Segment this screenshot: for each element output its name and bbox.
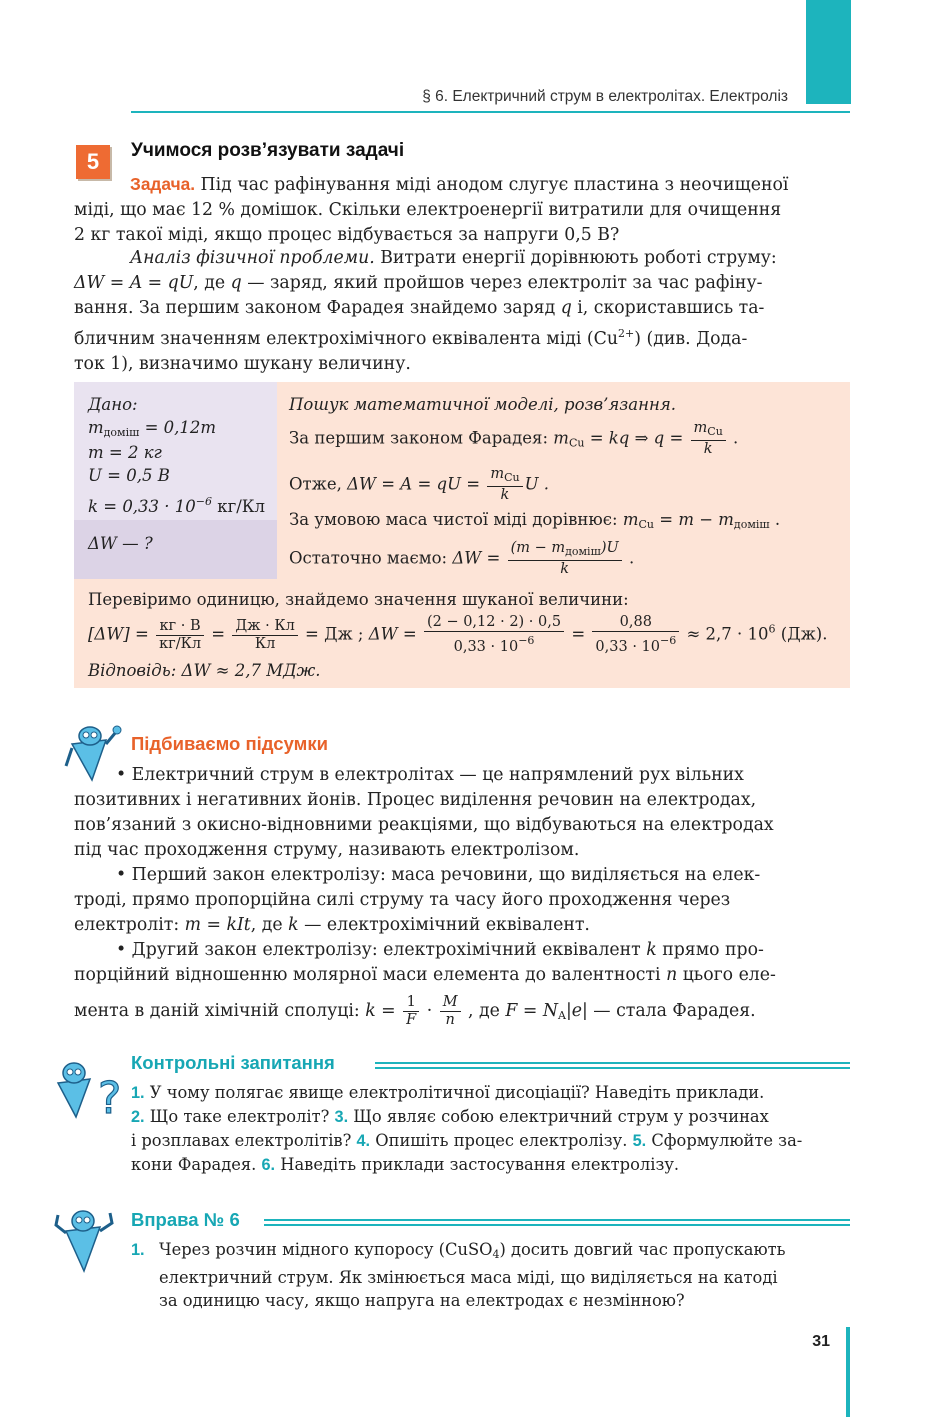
given-equivalent: $k = 0,33 \cdot 10^{-6}$ кг/Кл bbox=[88, 495, 266, 516]
mascot-question-icon bbox=[50, 1057, 128, 1121]
problem-text: Задача. Під час рафінування міді анодом слугує пластина з неочищеної міді, що має 12 % домішок. Скільки електроенергії витратили для очищення 2 кг такої міді, якщо процес відбувається за напруги 0,5 В? bbox=[74, 174, 789, 245]
summary-text: • Електричний струм в електролітах — це напрямлений рух вільних позитивних і негативних йонів. Процес виділення речовин на електродах, пов’язаний з окисно-відновними реакціями, що відбуваються на електродах під час проходження струму, називають електролізом. • Перший закон електролізу: маса речовини, що виділяється на елек- троді, прямо пропорційна силі струму та часу його проходження через електроліт: m = kIt, де k — електрохімічний еквівалент. • Другий закон електролізу: електрохімічний еквівалент k прямо про- порційний відношенню молярної маси елемента до валентності n цього еле- мента в даній хімічній сполуці: k = $\frac{1}{F}$ · $\frac{M}{n}$ , де $F = N_A|e|$ — стала Фарадея. bbox=[74, 765, 776, 1028]
formula-faraday: За першим законом Фарадея: $m_{Cu}$ = kq ⇒ q = $\frac{m_{Cu}}{k}$ . bbox=[289, 420, 739, 457]
exercise-title: Вправа № 6 bbox=[131, 1209, 240, 1230]
questions-title-rule bbox=[375, 1062, 850, 1069]
running-header: § 6. Електричний струм в електролітах. Електроліз bbox=[422, 88, 788, 105]
mascot-strong-icon bbox=[52, 1205, 120, 1275]
page-number: 31 bbox=[812, 1333, 830, 1350]
given-impurity: $m_{доміш} = 0,12m$ bbox=[88, 418, 217, 439]
analysis-label: Аналіз фізичної проблеми. bbox=[130, 248, 375, 268]
section-number-badge: 5 bbox=[76, 145, 110, 179]
questions-list: 1. У чому полягає явище електролітичної дисоціації? Наведіть приклади. 2. Що таке електроліт? 3. Що являє собою електричний струм у розчинах і розплавах електролітів? 4. Опишіть процес електролізу. 5. Сформулюйте за- кони Фарадея. 6. Наведіть приклади застосування електролізу. bbox=[131, 1083, 803, 1174]
questions-title: Контрольні запитання bbox=[131, 1052, 335, 1073]
formula-final: Остаточно маємо: ΔW = $\frac{(m - m_{доміш})U}{k}$ . bbox=[289, 540, 635, 577]
header-accent-bar bbox=[806, 0, 851, 104]
given-mass: m = 2 кг bbox=[88, 443, 162, 462]
answer: Відповідь: ΔW ≈ 2,7 МДж. bbox=[88, 661, 321, 680]
svg-text:?: ? bbox=[98, 1073, 122, 1121]
summary-title: Підбиваємо підсумки bbox=[131, 733, 328, 754]
page-number-bar bbox=[846, 1327, 850, 1417]
header-rule bbox=[131, 111, 850, 113]
given-label: Дано: bbox=[88, 395, 138, 414]
solution-title: Пошук математичної моделі, розв’язання. bbox=[289, 395, 677, 414]
problem-label: Задача. bbox=[130, 174, 196, 194]
check-intro: Перевіримо одиницю, знайдемо значення шуканої величини: bbox=[88, 590, 629, 609]
analysis-text: Аналіз фізичної проблеми. Витрати енергії дорівнюють роботі струму: ΔW = A = qU, де q — заряд, який пройшов через електроліт за час рафіну- вання. За першим законом Фарадея знайдемо заряд q і, скориставшись та- бличним значенням електрохімічного еквівалента міді $(Cu^{2+})$ (див. Дода- ток 1), визначимо шукану величину. bbox=[74, 248, 777, 374]
formula-pure-mass: За умовою маса чистої міді дорівнює: $m_{Cu} = m - m_{доміш}$ . bbox=[289, 510, 781, 531]
check-calculation: [ΔW] = $\frac{кг \cdot В}{кг/Кл}$ = $\frac{Дж \cdot Кл}{Кл}$ = Дж ; ΔW = $\frac{(2 - 0,12 \cdot 2) \cdot 0,5}{0,33 \cdot 10^{-6}}$ = $\frac{0,88}{0,33 \cdot 10^{-6}}$ ≈ $2,7 \cdot 10^6$ (Дж). bbox=[88, 614, 828, 655]
formula-work: Отже, ΔW = A = qU = $\frac{m_{Cu}}{k}$ U . bbox=[289, 466, 549, 503]
exercise-item: 1. Через розчин мідного купоросу (CuSO$_4$) досить довгий час пропускають електричний струм. Як змінюється маса міді, що виділяється на катоді за одиницю часу, якщо напруга на електродах є незмінною? bbox=[131, 1240, 786, 1310]
exercise-title-rule bbox=[264, 1219, 850, 1226]
given-voltage: U = 0,5 В bbox=[88, 466, 170, 485]
find-quantity: ΔW — ? bbox=[88, 534, 153, 553]
section-title: Учимося розв’язувати задачі bbox=[131, 140, 405, 161]
